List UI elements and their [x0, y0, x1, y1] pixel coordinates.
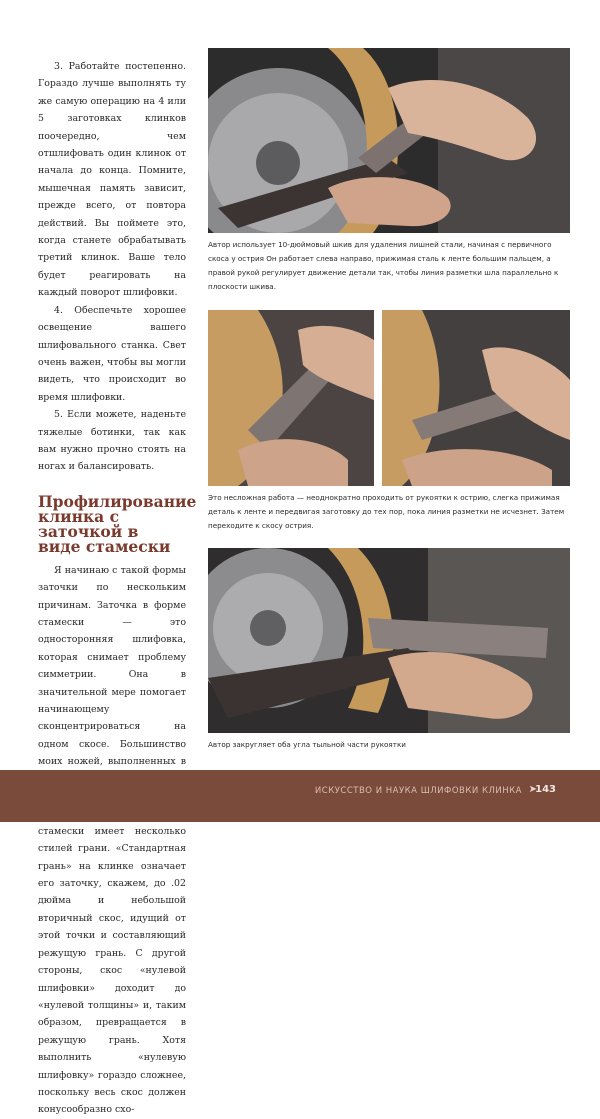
section-heading: Профилирование клинка с заточкой в виде стамески	[38, 491, 197, 556]
footer-bar	[0, 770, 600, 822]
paragraph-chisel-styles: стамески имеет несколько стилей грани. «Стандартная грань» на клинке означает его заточку, скажем, до .02 дюйма и небольшой вторичный скос, идущий от этой точки и составляющий режущую грань. С другой стороны, скос «нулевой шлифовки» доходит до «нулевой толщины» и, таким образом, превращается в режущую грань. Хотя выполнить «нулевую шлифовку» гораздо сложнее, поскольку весь скос должен конусообразно схо-	[38, 825, 186, 1116]
photo-1-illustration	[208, 48, 570, 233]
photo-grinder-primary-bevel	[208, 48, 570, 233]
left-text-column	[38, 58, 197, 1119]
photo-grinder-pass-right	[382, 310, 570, 486]
caption-photo-1: Автор использует 10-дюймовый шкив для удаления лишней стали, начиная с первичного скоса у острия Он работает слева направо, прижимая сталь к ленте большим пальцем, а правой рукой регулирует движение детали так, чтобы линия разметки шла параллельно к плоскости шкива.	[208, 240, 559, 291]
paragraph-chisel-intro: Я начинаю с такой формы заточки по нескольким причинам. Заточка в форме стамески — это односторонняя шлифовка, которая снимает проблему симметрии. Она в значительной мере помогает начинающему сконцентрироваться на одном скосе. Большинство моих ножей, выполненных в	[38, 564, 186, 768]
paragraph-tip-5: 5. Если можете, наденьте тяжелые ботинки, так как вам нужно прочно стоять на ногах и балансировать.	[38, 409, 186, 473]
photo-2-illustration	[208, 310, 374, 486]
running-title: ИСКУССТВО И НАУКА ШЛИФОВКИ КЛИНКА	[314, 786, 522, 796]
photo-4-illustration	[208, 548, 570, 733]
paragraph-tip-4: 4. Обеспечьте хорошее освещение вашего шлифовального станка. Свет очень важен, чтобы вы могли видеть, что происходит во время шлифовки.	[38, 304, 186, 403]
caption-photo-4: Автор закругляет оба угла тыльной части рукоятки	[208, 740, 406, 749]
paragraph-tip-3: 3. Работайте постепенно. Гораздо лучше выполнять ту же самую операцию на 4 или 5 заготовках клинков поочередно, чем отшлифовать один клинок от начала до конца. Помните, мышечная память зависит, прежде всего, от повтора действий. Вы поймете это, когда станете обрабатывать третий клинок. Ваше тело будет реагировать на каждый поворот шлифовки.	[38, 61, 186, 299]
arrow-icon: ➤	[528, 784, 537, 795]
photo-3-illustration	[382, 310, 570, 486]
page-number: 143	[535, 784, 556, 795]
caption-photos-2-3: Это несложная работа — неоднократно проходить от рукоятки к острию, слегка прижимая деталь к ленте и передвигая заготовку до тех пор, пока линия разметки не исчезнет. Затем переходите к скосу острия.	[208, 493, 565, 530]
photo-grinder-pass-left	[208, 310, 374, 486]
photo-grinder-rounding-handle	[208, 548, 570, 733]
